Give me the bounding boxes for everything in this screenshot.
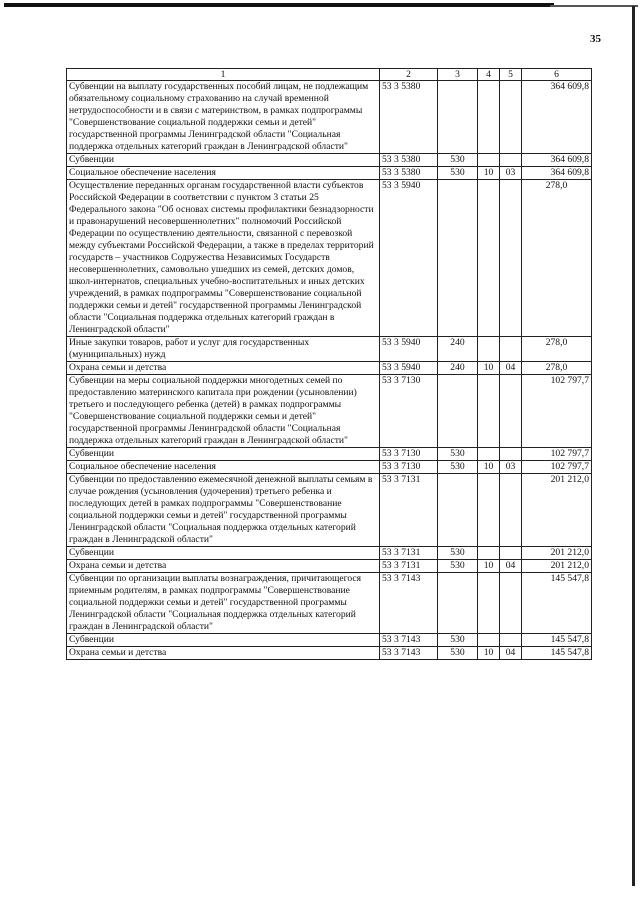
budget-table [66, 68, 592, 660]
row-section-cell [478, 154, 500, 167]
header-col-1: 1 [67, 69, 380, 81]
row-amount-cell: 102 797,7 [522, 448, 592, 461]
row-amount-cell: 278,0 [522, 362, 592, 375]
row-subsection-cell [500, 474, 522, 547]
row-subsection-cell [500, 448, 522, 461]
row-section-cell [478, 573, 500, 634]
table-row [67, 362, 592, 375]
header-row [67, 69, 592, 81]
row-amount-cell: 364 609,8 [522, 167, 592, 180]
row-subsection-cell: 03 [500, 167, 522, 180]
row-subsection-cell [500, 154, 522, 167]
top-border-line [4, 3, 554, 7]
row-code-cell: 53 3 7131 [380, 474, 438, 547]
table-row [67, 154, 592, 167]
table-row [67, 167, 592, 180]
row-expense-type-cell: 240 [438, 362, 478, 375]
table-row [67, 474, 592, 547]
table-row [67, 337, 592, 362]
row-name-cell: Субвенции [67, 448, 380, 461]
row-code-cell: 53 3 7143 [380, 647, 438, 660]
row-subsection-cell [500, 375, 522, 448]
row-name-cell: Субвенции [67, 547, 380, 560]
row-section-cell: 10 [478, 167, 500, 180]
header-col-3: 3 [438, 69, 478, 81]
row-expense-type-cell: 530 [438, 154, 478, 167]
row-expense-type-cell: 530 [438, 167, 478, 180]
row-expense-type-cell [438, 573, 478, 634]
row-name-cell: Осуществление переданных органам государственной власти субъектов Российской Федерации в соответствии с пунктом 3 статьи 25 Федерального закона "Об основах системы профилактики безнадзорности и правонарушений несовершеннолетних" полномочий Российской Федерации по осуществлению деятельности, связанной с перевозкой между субъектами Российской Федерации, а также в пределах территорий государств – участников Содружества Независимых Государств несовершеннолетних, самовольно ушедших из семей, детских домов, школ-интернатов, специальных учебно-воспитательных и иных детских учреждений, в рамках подпрограммы "Совершенствование социальной поддержки семьи и детей" государственной программы Ленинградской области "Социальная поддержка отдельных категорий граждан в Ленинградской области" [67, 180, 380, 337]
row-name-cell: Охрана семьи и детства [67, 560, 380, 573]
page-number: 35 [590, 33, 601, 45]
table-row [67, 634, 592, 647]
row-amount-cell: 201 212,0 [522, 560, 592, 573]
table-row [67, 81, 592, 154]
row-expense-type-cell [438, 375, 478, 448]
header-col-5: 5 [500, 69, 522, 81]
row-amount-cell: 201 212,0 [522, 547, 592, 560]
row-expense-type-cell: 530 [438, 560, 478, 573]
row-subsection-cell [500, 337, 522, 362]
row-amount-cell: 102 797,7 [522, 375, 592, 448]
row-code-cell: 53 3 5380 [380, 167, 438, 180]
row-section-cell [478, 634, 500, 647]
table-row [67, 448, 592, 461]
table-body [67, 81, 592, 660]
row-code-cell: 53 3 7131 [380, 547, 438, 560]
row-section-cell [478, 81, 500, 154]
row-subsection-cell: 04 [500, 560, 522, 573]
table-row [67, 375, 592, 448]
row-name-cell: Социальное обеспечение населения [67, 461, 380, 474]
row-expense-type-cell: 530 [438, 634, 478, 647]
header-col-2: 2 [380, 69, 438, 81]
table-row [67, 461, 592, 474]
row-subsection-cell [500, 547, 522, 560]
row-code-cell: 53 3 5940 [380, 362, 438, 375]
row-subsection-cell: 04 [500, 647, 522, 660]
row-expense-type-cell: 530 [438, 547, 478, 560]
row-amount-cell: 364 609,8 [522, 154, 592, 167]
row-section-cell: 10 [478, 560, 500, 573]
header-col-4: 4 [478, 69, 500, 81]
row-subsection-cell [500, 180, 522, 337]
row-code-cell: 53 3 7143 [380, 573, 438, 634]
row-expense-type-cell [438, 180, 478, 337]
row-section-cell [478, 448, 500, 461]
row-subsection-cell [500, 81, 522, 154]
header-col-6: 6 [522, 69, 592, 81]
row-subsection-cell: 03 [500, 461, 522, 474]
row-name-cell: Охрана семьи и детства [67, 362, 380, 375]
row-expense-type-cell: 240 [438, 337, 478, 362]
row-section-cell: 10 [478, 647, 500, 660]
row-subsection-cell: 04 [500, 362, 522, 375]
right-edge-line [632, 6, 635, 886]
row-name-cell: Социальное обеспечение населения [67, 167, 380, 180]
row-expense-type-cell [438, 474, 478, 547]
row-name-cell: Субвенции по организации выплаты вознаграждения, причитающегося приемным родителям, в рамках подпрограммы "Совершенствование социальной поддержки семьи и детей" государственной программы Ленинградской области "Социальная поддержка отдельных категорий граждан в Ленинградской области" [67, 573, 380, 634]
row-expense-type-cell: 530 [438, 461, 478, 474]
row-name-cell: Субвенции по предоставлению ежемесячной денежной выплаты семьям в случае рождения (усыновления (удочерения) третьего ребенка и последующих детей в рамках подпрограммы "Совершенствование социальной поддержки семьи и детей" государственной программы Ленинградской области "Социальная поддержка отдельных категорий граждан в Ленинградской области" [67, 474, 380, 547]
row-subsection-cell [500, 573, 522, 634]
row-expense-type-cell: 530 [438, 448, 478, 461]
row-name-cell: Субвенции [67, 634, 380, 647]
table-row [67, 180, 592, 337]
row-name-cell: Иные закупки товаров, работ и услуг для государственных (муниципальных) нужд [67, 337, 380, 362]
row-section-cell [478, 375, 500, 448]
row-amount-cell: 145 547,8 [522, 647, 592, 660]
row-amount-cell: 102 797,7 [522, 461, 592, 474]
row-code-cell: 53 3 5380 [380, 81, 438, 154]
row-amount-cell: 278,0 [522, 180, 592, 337]
row-name-cell: Охрана семьи и детства [67, 647, 380, 660]
row-amount-cell: 278,0 [522, 337, 592, 362]
row-amount-cell: 145 547,8 [522, 573, 592, 634]
row-name-cell: Субвенции на выплату государственных пособий лицам, не подлежащим обязательному социальному страхованию на случай временной нетрудоспособности и в связи с материнством, в рамках подпрограммы "Совершенствование социальной поддержки семьи и детей" государственной программы Ленинградской области "Социальная поддержка отдельных категорий граждан в Ленинградской области" [67, 81, 380, 154]
row-section-cell: 10 [478, 362, 500, 375]
table-row [67, 547, 592, 560]
row-name-cell: Субвенции [67, 154, 380, 167]
row-code-cell: 53 3 5940 [380, 337, 438, 362]
table-row [67, 647, 592, 660]
table-row [67, 573, 592, 634]
row-code-cell: 53 3 7130 [380, 375, 438, 448]
row-code-cell: 53 3 7143 [380, 634, 438, 647]
row-code-cell: 53 3 7130 [380, 461, 438, 474]
row-section-cell [478, 547, 500, 560]
top-border-line-thin [550, 5, 638, 7]
row-amount-cell: 364 609,8 [522, 81, 592, 154]
row-section-cell [478, 180, 500, 337]
row-expense-type-cell: 530 [438, 647, 478, 660]
row-name-cell: Субвенции на меры социальной поддержки многодетных семей по предоставлению материнского капитала при рождении (усыновлении) третьего и последующего ребенка (детей) в рамках подпрограммы "Совершенствование социальной поддержки семьи и детей" государственной программы Ленинградской области "Социальная поддержка отдельных категорий граждан в Ленинградской области" [67, 375, 380, 448]
row-code-cell: 53 3 5380 [380, 154, 438, 167]
row-section-cell [478, 474, 500, 547]
row-code-cell: 53 3 5940 [380, 180, 438, 337]
row-code-cell: 53 3 7131 [380, 560, 438, 573]
row-amount-cell: 145 547,8 [522, 634, 592, 647]
row-section-cell [478, 337, 500, 362]
table-row [67, 560, 592, 573]
row-amount-cell: 201 212,0 [522, 474, 592, 547]
row-code-cell: 53 3 7130 [380, 448, 438, 461]
row-expense-type-cell [438, 81, 478, 154]
row-subsection-cell [500, 634, 522, 647]
row-section-cell: 10 [478, 461, 500, 474]
